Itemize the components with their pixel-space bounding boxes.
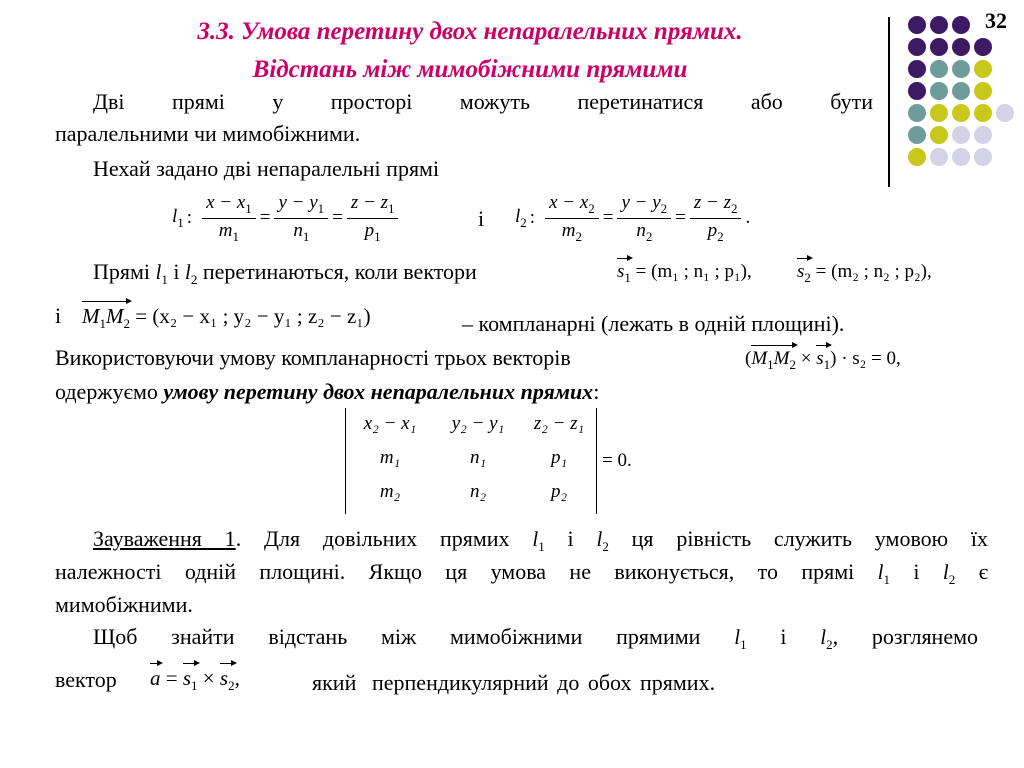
- vector-s2-components: = (m₂ ; n₂ ; p₂),: [815, 261, 932, 282]
- vector-m1m2-symbol: $M_1M_2$: [82, 304, 130, 332]
- dot: [908, 148, 926, 166]
- determinant: [345, 408, 597, 514]
- remark-line-2: належності одній площині. Якщо ця умова не виконується, то прямі $l_1$ і $l_2$ є: [55, 559, 989, 588]
- vector-s1-components: = (m₁ ; n₁ ; p₁),: [635, 261, 752, 282]
- dot: [974, 60, 992, 78]
- period: .: [745, 207, 751, 229]
- intersection-condition-term: умову перетину двох непаралельних прямих: [163, 379, 594, 404]
- dot: [952, 60, 970, 78]
- dot: [952, 104, 970, 122]
- mixed-product-condition: $(M_1M_2 \times s_1) \cdot s_2 = 0$,: [745, 348, 901, 372]
- paragraph-6: одержуємо умову перетину двох непаралельних прямих:: [55, 379, 600, 404]
- decorative-dot-grid: [900, 12, 1020, 172]
- paragraph-1-line-2: паралельними чи мимобіжними.: [55, 121, 361, 146]
- vector-m1m2-components: = (x₂ − x₁ ; y₂ − y₁ ; z₂ − z₁): [135, 304, 371, 328]
- vector-s1: [617, 261, 752, 286]
- l1-symbol: $l_1$: [172, 205, 184, 230]
- dot: [952, 126, 970, 144]
- remark-line-3: мимобіжними.: [55, 592, 193, 617]
- det-cell: m₁: [379, 447, 401, 468]
- det-cell: x₂ − x₁: [363, 413, 417, 434]
- colon: :: [529, 207, 536, 229]
- det-cell: y₂ − y₁: [451, 413, 505, 434]
- vector-a-symbol: a: [150, 666, 161, 690]
- determinant-rhs: = 0.: [602, 450, 632, 471]
- paragraph-3: Прямі $l_1$ і $l_2$ перетинаються, коли вектори: [93, 259, 477, 288]
- distance-paragraph-which: який: [312, 670, 357, 695]
- dot: [974, 38, 992, 56]
- det-cell: n₂: [469, 481, 487, 502]
- paragraph-2: Нехай задано дві непаралельні прямі: [93, 156, 440, 181]
- l2-symbol: $l_2$: [515, 205, 527, 230]
- dot: [908, 60, 926, 78]
- vector-m1m2: [82, 304, 371, 332]
- dot: [974, 82, 992, 100]
- det-cell: p₂: [550, 481, 568, 502]
- colon: :: [186, 207, 193, 229]
- det-cell: n₁: [469, 447, 487, 468]
- dot: [930, 38, 948, 56]
- dot: [974, 126, 992, 144]
- dot: [930, 16, 948, 34]
- vector-s1-symbol: $s_1$: [816, 348, 831, 372]
- vector-m1m2-symbol: $M_1M_2$: [751, 348, 796, 372]
- equals: =: [332, 207, 343, 229]
- distance-paragraph-line-1: Щоб знайти відстань між мимобіжними прямими $l_1$ і $l_2$, розглянемо: [93, 624, 979, 653]
- remark-label: Зауваження 1: [93, 526, 236, 551]
- line-l2-equation: [515, 192, 750, 245]
- paragraph-5: Використовуючи умову компланарності трьох векторів: [55, 345, 571, 370]
- dot: [930, 82, 948, 100]
- fraction: $\frac{z - z_1}{p_1}$: [347, 192, 399, 245]
- det-cell: z₂ − z₁: [533, 413, 585, 434]
- dot: [974, 148, 992, 166]
- dot: [974, 104, 992, 122]
- paragraph-4-rest: – компланарні (лежать в одній площині).: [462, 311, 845, 336]
- dot: [908, 16, 926, 34]
- paragraph-1-line-1: Дві прямі у просторі можуть перетинатися або бути: [93, 89, 873, 114]
- det-cell: m₂: [379, 481, 401, 502]
- dot: [908, 126, 926, 144]
- dot: [952, 82, 970, 100]
- dot: [952, 16, 970, 34]
- distance-paragraph-rest: перпендикулярний до обох прямих.: [372, 670, 716, 695]
- equals: =: [259, 207, 271, 229]
- fraction: $\frac{y - y_1}{n_1}$: [274, 192, 328, 245]
- remark-line-1: Зауваження 1. Для довільних прямих $l_1$ і $l_2$ ця рівність служить умовою їх: [93, 526, 989, 555]
- vector-s2-symbol: $s_2$: [797, 261, 811, 285]
- equals: =: [675, 207, 686, 229]
- vector-a-definition: $a = s_1 \times s_2$,: [150, 666, 240, 694]
- distance-paragraph-vector-label: вектор: [55, 667, 117, 692]
- mixed-product-rhs: · s₂ = 0,: [841, 348, 901, 369]
- equals: =: [602, 207, 614, 229]
- title-line-2: Відстань між мимобіжними прямими: [252, 56, 688, 83]
- dot: [930, 126, 948, 144]
- paragraph-4-i: і: [55, 303, 62, 328]
- line-l1-equation: [172, 192, 402, 245]
- dot: [930, 104, 948, 122]
- vector-s2-symbol: $s_2$: [219, 666, 235, 694]
- dot: [908, 38, 926, 56]
- vector-s1-symbol: $s_1$: [617, 261, 631, 285]
- dot: [908, 82, 926, 100]
- page-number: 32: [985, 8, 1007, 33]
- dot: [952, 38, 970, 56]
- dot: [930, 148, 948, 166]
- dot: [908, 104, 926, 122]
- vector-s2: [797, 261, 932, 286]
- conjunction-i: і: [478, 206, 485, 231]
- title-line-1: 3.3. Умова перетину двох непаралельних прямих.: [197, 18, 743, 45]
- fraction: $\frac{z - z_2}{p_2}$: [690, 192, 742, 245]
- dot: [930, 60, 948, 78]
- fraction: $\frac{y - y_2}{n_2}$: [617, 192, 671, 245]
- fraction: $\frac{x - x_2}{m_2}$: [545, 192, 599, 245]
- vector-s1-symbol: $s_1$: [182, 666, 198, 694]
- fraction: $\frac{x - x_1}{m_1}$: [202, 192, 256, 245]
- det-cell: p₁: [550, 447, 568, 468]
- vertical-divider: [888, 17, 890, 187]
- dot: [996, 104, 1014, 122]
- dot: [952, 148, 970, 166]
